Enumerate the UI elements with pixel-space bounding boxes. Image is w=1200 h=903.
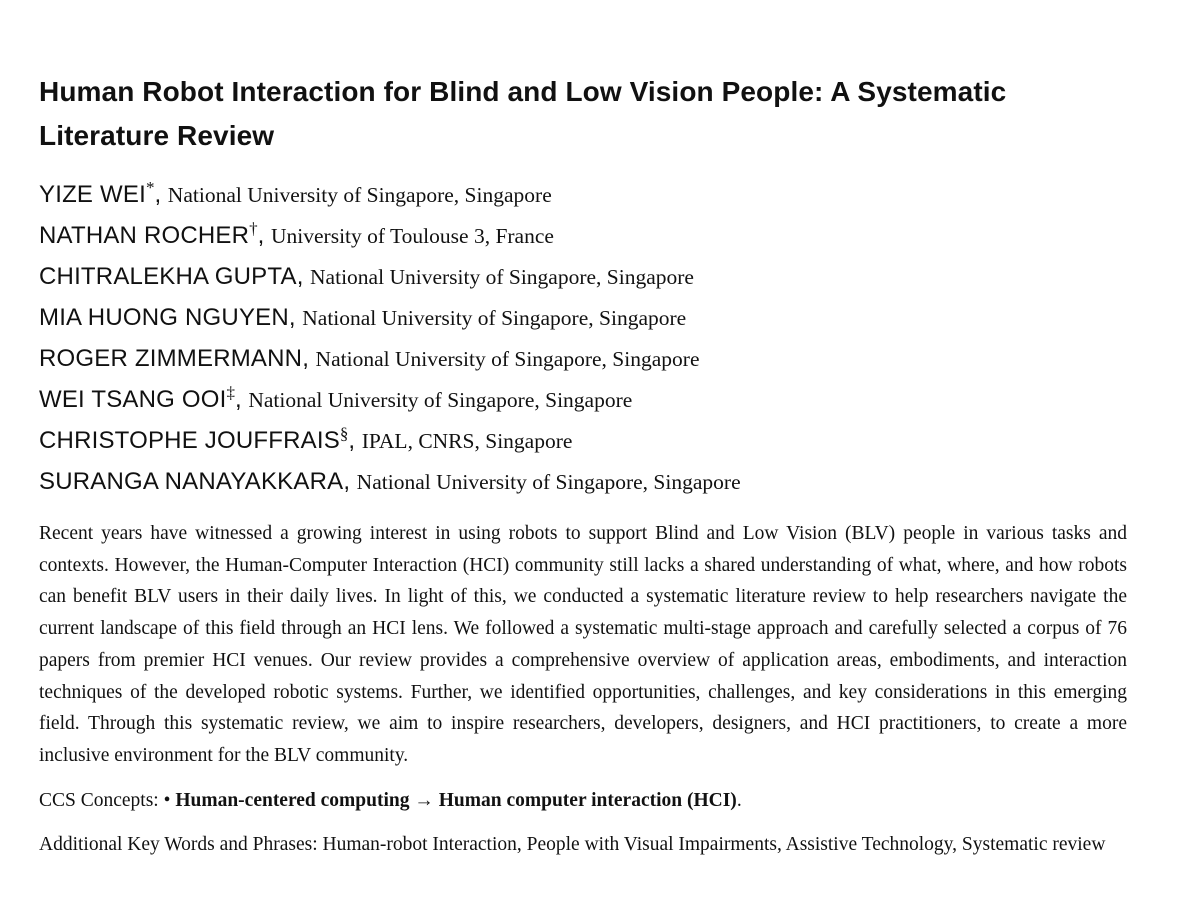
author-list xyxy=(39,174,1129,502)
author-name: CHRISTOPHE JOUFFRAIS xyxy=(39,427,340,454)
author-entry: WEI TSANG OOI‡, National University of Singapore, Singapore xyxy=(39,383,633,413)
author-affiliation: National University of Singapore, Singapore xyxy=(356,470,741,494)
author-entry: NATHAN ROCHER†, University of Toulouse 3, France xyxy=(39,219,554,249)
keywords-text: Human-robot Interaction, People with Visual Impairments, Assistive Technology, Systematic review xyxy=(322,834,1106,855)
author-name: SURANGA NANAYAKKARA xyxy=(39,468,344,495)
author-affiliation: National University of Singapore, Singapore xyxy=(167,183,552,207)
author-name: NATHAN ROCHER xyxy=(39,222,250,249)
ccs-subconcept: Human computer interaction (HCI) xyxy=(438,790,737,811)
author-entry: CHITRALEKHA GUPTA, National University of Singapore, Singapore xyxy=(39,263,694,290)
keywords xyxy=(39,829,1127,861)
author-entry: YIZE WEI*, National University of Singapore, Singapore xyxy=(39,178,552,208)
author-name: WEI TSANG OOI xyxy=(39,386,227,413)
author-footnote-mark: † xyxy=(249,219,258,238)
author-affiliation: IPAL, CNRS, Singapore xyxy=(361,429,573,453)
author-name: ROGER ZIMMERMANN xyxy=(39,345,303,372)
author-entry: ROGER ZIMMERMANN, National University of Singapore, Singapore xyxy=(39,345,700,372)
author-name: MIA HUONG NGUYEN xyxy=(39,304,289,331)
author-footnote-mark: * xyxy=(145,178,155,197)
author-affiliation: National University of Singapore, Singapore xyxy=(310,265,694,289)
ccs-label: CCS Concepts: xyxy=(39,790,159,811)
paper-title: Human Robot Interaction for Blind and Low Vision People: A Systematic Literature Review xyxy=(39,76,1007,151)
author-footnote-mark: ‡ xyxy=(226,383,236,402)
ccs-concept: Human-centered computing xyxy=(175,790,410,811)
ccs-end: . xyxy=(736,790,742,811)
author-affiliation: University of Toulouse 3, France xyxy=(271,224,554,248)
author-name: CHITRALEKHA GUPTA xyxy=(39,263,297,290)
ccs-concepts xyxy=(39,786,1129,816)
author-name: YIZE WEI xyxy=(39,181,146,208)
ccs-bullet: • xyxy=(163,790,171,811)
abstract-text: Recent years have witnessed a growing interest in using robots to support Blind and Low Vision (BLV) people in various tasks and contexts. However, the Human-Computer Interaction (HCI) community still lacks a shared understanding of what, where, and how robots can benefit BLV users in their daily lives. In light of this, we conducted a systematic literature review to help researchers navigate the current landscape of this field through an HCI lens. We followed a systematic multi-stage approach and carefully selected a corpus of 76 papers from premier HCI venues. Our review provides a comprehensive overview of application areas, embodiments, and interaction techniques of the developed robotic systems. Further, we identified opportunities, challenges, and key considerations in this emerging field. Through this systematic review, we aim to inspire researchers, developers, designers, and HCI practitioners, to create a more inclusive environment for the BLV community. xyxy=(39,523,1127,766)
author-affiliation: National University of Singapore, Singapore xyxy=(248,388,633,412)
author-footnote-mark: § xyxy=(339,424,349,443)
author-entry: CHRISTOPHE JOUFFRAIS§, IPAL, CNRS, Singapore xyxy=(39,424,573,454)
author-affiliation: National University of Singapore, Singapore xyxy=(302,306,687,330)
author-entry: SURANGA NANAYAKKARA, National University of Singapore, Singapore xyxy=(39,468,741,495)
author-entry: MIA HUONG NGUYEN, National University of Singapore, Singapore xyxy=(39,304,687,331)
author-affiliation: National University of Singapore, Singapore xyxy=(315,347,700,371)
keywords-label: Additional Key Words and Phrases: xyxy=(39,834,318,855)
ccs-arrow: → xyxy=(414,790,434,811)
